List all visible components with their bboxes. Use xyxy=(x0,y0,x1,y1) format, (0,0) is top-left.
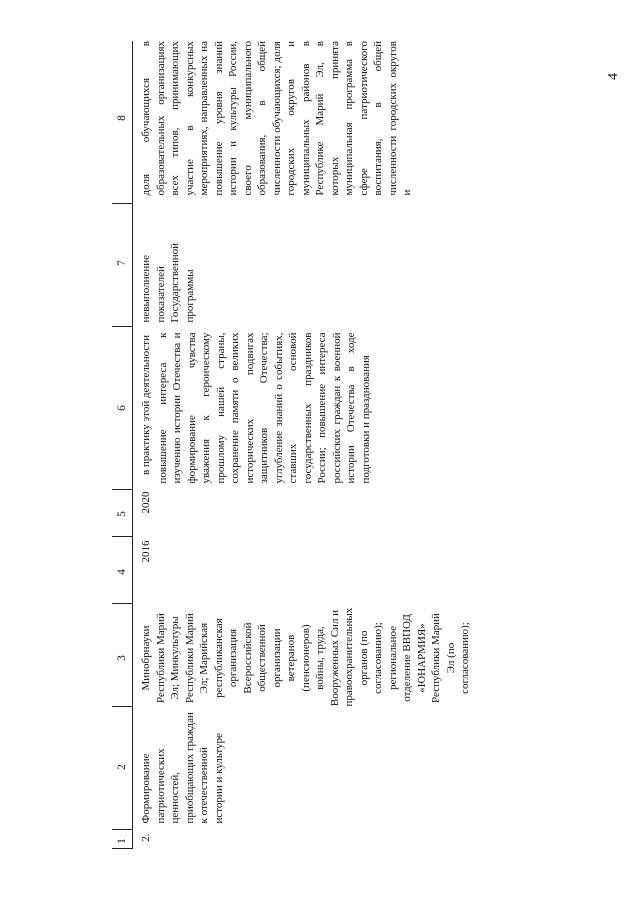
table-row xyxy=(133,41,473,849)
column-number-6: 6 xyxy=(112,327,133,490)
end-year: 2020 xyxy=(140,491,152,514)
program-indicators: доля обучающихся в образовательных организациях всех типов, принимающих участие в конкурсных мероприятиях, направленных на повышение уровня знаний истории и культуры России, своего муниципального образования, в общей численности обучающихся; доля городских округов и муниципальных районов в Республике Марий Эл, в которых принята муниципальная программа в сфере патриотического воспитания, в общей численности городских округов и xyxy=(140,41,413,196)
start-year: 2016 xyxy=(140,540,152,563)
column-number-4: 4 xyxy=(112,537,133,604)
expected-result: повышение интереса к изучению истории Отечества и формирование чувства уважения к героическому прошлому нашей страны, сохранение памяти о великих исторических подвигах защитников Отечества; углубление знаний о событиях, ставших основой государственных праздников России; повышение интереса российских граждан к военной истории Отечества в ходе подготовки и празднования xyxy=(156,332,372,484)
column-number-2: 2 xyxy=(112,707,133,830)
executors-list: Минобрнауки Республики Марий Эл; Минкультуры Республики Марий Эл; Марийская республиканская организация Всероссийской общественной организации ветеранов (пенсионеров) войны, труда, Вооруженных Сил и правоохранительных органов (по согласованию); региональное отделение ВВПОД «ЮНАРМИЯ» Республики Марий Эл (по согласованию); xyxy=(140,607,471,707)
row-number: 2. xyxy=(140,833,152,842)
column-number-3: 3 xyxy=(112,604,133,707)
previous-row-continuation: в практику этой деятельности xyxy=(140,334,152,476)
measure-name: Формирование патриотических ценностей, приобщающих граждан к отечественной истории и культуре xyxy=(140,712,225,824)
column-number-7: 7 xyxy=(112,204,133,327)
program-table xyxy=(112,41,473,849)
non-implementation-consequence: невыполнение показателей Государственной программы xyxy=(140,242,196,323)
column-number-8: 8 xyxy=(112,41,133,204)
column-number-row xyxy=(112,41,133,849)
column-number-5: 5 xyxy=(112,490,133,537)
page-number: 4 xyxy=(606,73,621,80)
rotated-table-sheet xyxy=(112,41,622,849)
expected-result-cell xyxy=(133,327,473,490)
column-number-1: 1 xyxy=(112,830,133,849)
